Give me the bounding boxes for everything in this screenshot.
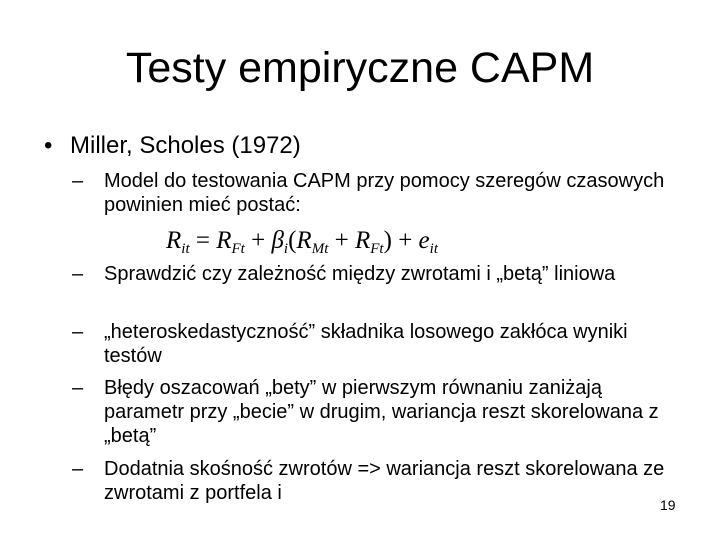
formula-equals: = [195, 227, 210, 254]
bullet-text: Miller, Scholes (1972) [70, 132, 301, 159]
sub-item-text: Sprawdzić czy zależność między zwrotami i „betą” liniowa [104, 263, 616, 285]
formula-rm-sub: Mt [311, 241, 329, 257]
dash-marker: – [72, 321, 84, 343]
bullet-marker: • [44, 132, 53, 159]
formula-close-paren: ) [383, 227, 392, 254]
formula-rf: R [216, 227, 232, 254]
formula-rm: R [296, 227, 312, 254]
formula-error-sub: it [429, 241, 438, 257]
formula-open-paren: ( [288, 227, 297, 254]
formula-lhs-sub: it [181, 241, 190, 257]
formula-plus-3: + [398, 227, 413, 254]
sub-item-model [72, 169, 672, 217]
sub-item-heteroskedasticity [72, 320, 672, 368]
formula-rf-2: R [354, 227, 371, 254]
sub-item-text: „heteroskedastyczność” składnika losowego zakłóca wyniki testów [104, 321, 628, 367]
bullet-item [44, 131, 301, 161]
sub-item-text: Model do testowania CAPM przy pomocy szeregów czasowych powinien mieć postać: [104, 170, 665, 216]
formula-beta: β [271, 227, 284, 254]
formula-rf-2-sub: Ft [370, 241, 384, 257]
formula-rf-sub: Ft [231, 241, 245, 257]
capm-formula [166, 225, 438, 265]
dash-marker: – [72, 377, 84, 399]
formula-plus-2: + [334, 227, 349, 254]
formula-plus-1: + [251, 227, 266, 254]
sub-item-beta-errors [72, 376, 672, 448]
formula-error: e [418, 227, 430, 254]
formula-beta-sub: i [283, 241, 289, 257]
sub-item-linearity [72, 262, 672, 286]
dash-marker: – [72, 458, 84, 480]
sub-item-skewness [72, 457, 672, 505]
dash-marker: – [72, 263, 84, 285]
sub-item-text: Dodatnia skośność zwrotów => wariancja reszt skorelowana ze zwrotami z portfela i [104, 458, 665, 504]
sub-item-text: Błędy oszacowań „bety” w pierwszym równaniu zaniżają parametr przy „becie” w drugim, wariancja reszt skorelowana z „betą” [104, 377, 659, 447]
page-number: 19 [660, 497, 676, 513]
formula-lhs: R [166, 227, 182, 254]
slide-title: Testy empiryczne CAPM [125, 44, 595, 92]
dash-marker: – [72, 170, 84, 192]
